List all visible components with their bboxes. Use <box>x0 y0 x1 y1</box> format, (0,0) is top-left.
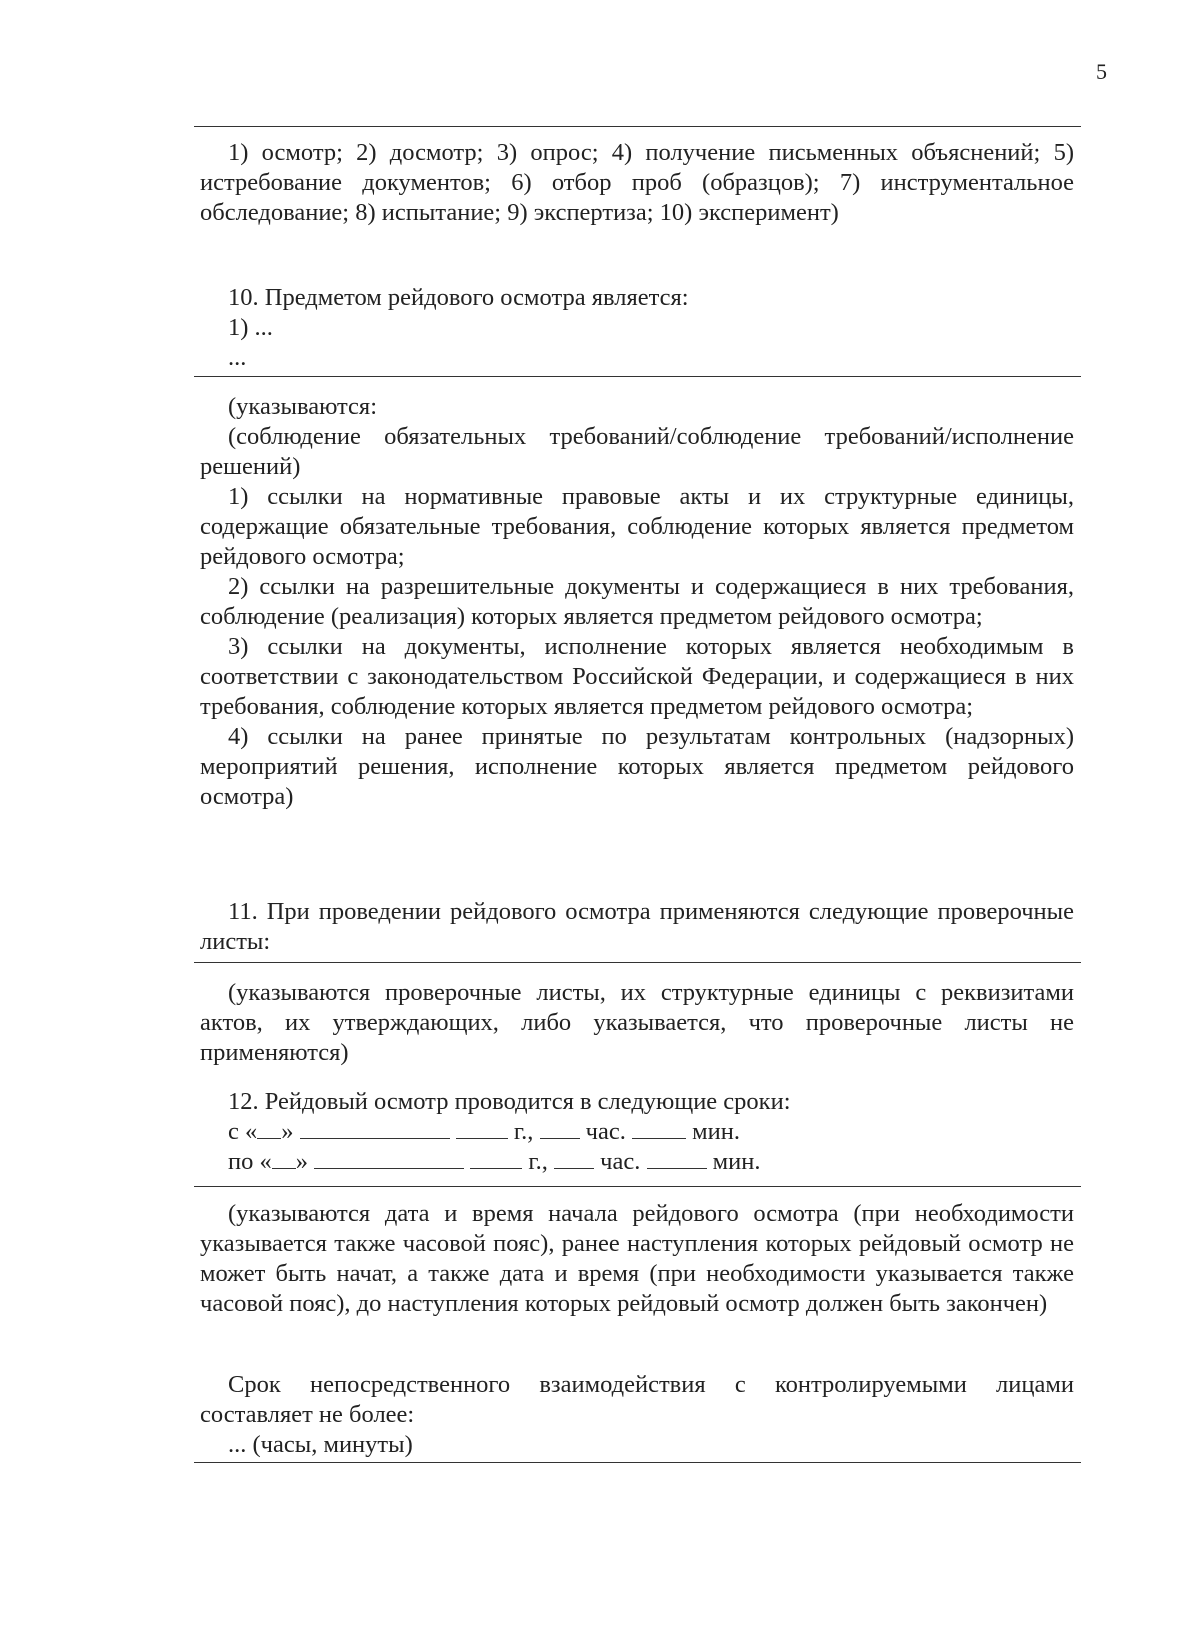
minute-label: мин. <box>692 1118 740 1145</box>
inspection-actions-list: 1) осмотр; 2) досмотр; 3) опрос; 4) получение письменных объяснений; 5) истребование документов; 6) отбор проб (образцов); 7) инструментальное обследование; 8) испытание; 9) экспертиза; 10) эксперимент) <box>200 139 1074 226</box>
section-11-hint-block <box>200 978 1074 1068</box>
section-10-hint-block <box>200 392 1074 812</box>
start-day-field[interactable] <box>257 1118 281 1139</box>
minute-label: мин. <box>712 1148 761 1175</box>
to-prefix: по « <box>228 1148 272 1175</box>
section-12-heading: 12. Рейдовый осмотр проводится в следующие сроки: <box>228 1088 791 1115</box>
end-datetime-line <box>200 1147 1074 1177</box>
divider-line <box>194 126 1081 127</box>
section-11-hint: (указываются проверочные листы, их структурные единицы с реквизитами актов, их утверждающих, либо указывается, что проверочные листы не применяются) <box>200 979 1074 1066</box>
page-number: 5 <box>1096 59 1107 84</box>
end-day-field[interactable] <box>272 1148 296 1169</box>
section-10-ellipsis: ... <box>228 344 247 371</box>
hour-label: час. <box>585 1118 626 1145</box>
from-prefix: с « <box>228 1118 258 1145</box>
reference-item-4: 4) ссылки на ранее принятые по результатам контрольных (надзорных) мероприятий решения, исполнение которых является предметом рейдового осмотра) <box>200 723 1074 810</box>
quote-close: » <box>295 1148 308 1175</box>
reference-item-1: 1) ссылки на нормативные правовые акты и их структурные единицы, содержащие обязательные требования, соблюдение которых является предметом рейдового осмотра; <box>200 483 1074 570</box>
start-minute-field[interactable] <box>632 1118 686 1139</box>
section-11-heading: 11. При проведении рейдового осмотра применяются следующие проверочные листы: <box>200 898 1074 955</box>
quote-close: » <box>281 1118 294 1145</box>
reference-item-2: 2) ссылки на разрешительные документы и содержащиеся в них требования, соблюдение (реализация) которых является предметом рейдового осмотра; <box>200 573 1074 630</box>
year-label: г., <box>528 1148 548 1175</box>
section-12-block <box>200 1087 1074 1177</box>
end-year-field[interactable] <box>470 1148 522 1169</box>
section-12-hint-block <box>200 1199 1074 1319</box>
divider-line <box>194 1462 1081 1463</box>
section-10-block <box>200 283 1074 373</box>
divider-line <box>194 1186 1081 1187</box>
section-10-hint-options: (соблюдение обязательных требований/соблюдение требований/исполнение решений) <box>200 423 1074 480</box>
section-9-list-block <box>200 138 1074 228</box>
start-hour-field[interactable] <box>540 1118 580 1139</box>
end-minute-field[interactable] <box>647 1148 707 1169</box>
start-year-field[interactable] <box>456 1118 508 1139</box>
interaction-text: Срок непосредственного взаимодействия с контролируемыми лицами составляет не более: <box>200 1371 1074 1428</box>
end-hour-field[interactable] <box>554 1148 594 1169</box>
interaction-block <box>200 1370 1074 1460</box>
section-10-hint-intro: (указываются: <box>228 393 378 420</box>
start-month-field[interactable] <box>300 1118 450 1139</box>
year-label: г., <box>513 1118 534 1145</box>
reference-item-3: 3) ссылки на документы, исполнение которых является необходимым в соответствии с законодательством Российской Федерации, и содержащиеся в них требования, соблюдение которых является предметом рейдового осмотра; <box>200 633 1074 720</box>
hour-label: час. <box>600 1148 641 1175</box>
section-10-heading: 10. Предметом рейдового осмотра является: <box>228 284 689 311</box>
start-datetime-line <box>200 1117 1074 1147</box>
divider-line <box>194 962 1081 963</box>
section-10-item-1: 1) ... <box>228 314 273 341</box>
divider-line <box>194 376 1081 377</box>
section-11-block <box>200 897 1074 957</box>
end-month-field[interactable] <box>314 1148 464 1169</box>
section-12-hint: (указываются дата и время начала рейдового осмотра (при необходимости указывается также часовой пояс), ранее наступления которых рейдовый осмотр не может быть начат, а также дата и время (при необходимости указывается также часовой пояс), до наступления которых рейдовый осмотр должен быть закончен) <box>200 1200 1074 1317</box>
interaction-value: ... (часы, минуты) <box>228 1431 413 1458</box>
